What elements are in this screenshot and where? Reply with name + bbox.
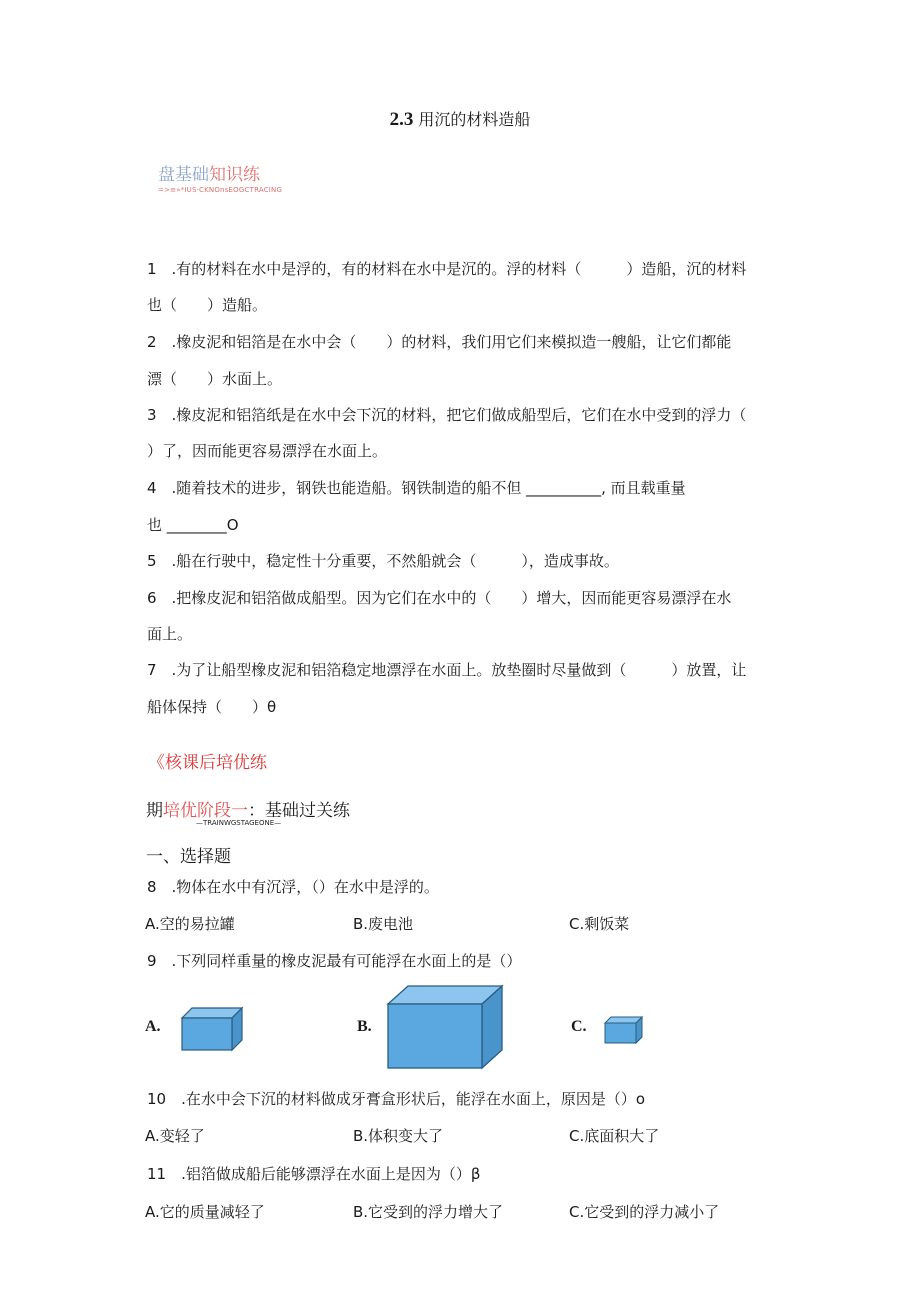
q4-line1: 4 .随着技术的进步，钢铁也能造船。钢铁制造的船不但 __________, 而且载重量	[147, 479, 686, 497]
q3-line1: 3 .橡皮泥和铝箔纸是在水中会下沉的材料，把它们做成船型后，它们在水中受到的浮力（	[147, 406, 747, 424]
q7-line1: 7 .为了让船型橡皮泥和铝箔稳定地漂浮在水面上。放垫圈时尽量做到（ ）放置，让	[147, 661, 747, 679]
section3-subtitle: —TRAINWGSTAGEONE—	[196, 819, 282, 827]
tiny-cube-c-image	[602, 1014, 646, 1046]
q6-line1: 6 .把橡皮泥和铝箔做成船型。因为它们在水中的（ ）增大，因而能更容易漂浮在水	[147, 589, 732, 607]
q5-line: 5 .船在行驶中，稳定性十分重要，不然船就会（ ），造成事故。	[147, 552, 619, 570]
q11-option-c: C.它受到的浮力减小了	[569, 1203, 720, 1221]
title-number: 2.3	[389, 109, 414, 130]
q8-option-a: A.空的易拉罐	[145, 915, 235, 933]
section3-prefix: 期	[146, 801, 163, 821]
q2-line2: 漂（ ）水面上。	[147, 370, 283, 388]
q8-option-b: B.废电池	[353, 915, 414, 933]
q10-option-b: B.体积变大了	[353, 1127, 444, 1145]
q9-stem: 9 .下列同样重量的橡皮泥最有可能浮在水面上的是（）	[147, 952, 522, 970]
q10-option-c: C.底面积大了	[569, 1127, 660, 1145]
q8-option-c: C.剩饭菜	[569, 915, 630, 933]
title-text: 用沉的材料造船	[418, 110, 531, 129]
page-title	[0, 107, 920, 131]
q2-line1: 2 .橡皮泥和铝箔是在水中会（ ）的材料，我们用它们来模拟造一艘船，让它们都能	[147, 333, 732, 351]
q4-line2: 也 ________O	[147, 516, 239, 534]
q8-stem: 8 .物体在水中有沉浮，（）在水中是浮的。	[147, 878, 439, 896]
large-cube-b-image	[384, 984, 506, 1072]
q10-option-a: A.变轻了	[145, 1127, 205, 1145]
section1-blue: 盘基础	[158, 165, 209, 185]
section-after-class: 《核课后培优练	[148, 753, 267, 773]
q11-stem: 11 .铝箔做成船后能够漂浮在水面上是因为（）β	[147, 1165, 481, 1183]
section-multiple-choice: 一、选择题	[146, 847, 231, 867]
q3-line2: ）了，因而能更容易漂浮在水面上。	[147, 442, 388, 460]
section-stage-one	[146, 796, 350, 821]
section1-subtitle: =>≡»*IUS·CKNOnsEOGCTRACING	[158, 186, 283, 194]
q9-label-a: A.	[145, 1018, 161, 1035]
small-cube-a-image	[178, 1004, 248, 1056]
q9-label-c: C.	[571, 1018, 587, 1035]
q1-line1: 1 .有的材料在水中是浮的，有的材料在水中是沉的。浮的材料（ ）造船，沉的材料	[147, 260, 747, 278]
q10-stem: 10 .在水中会下沉的材料做成牙膏盒形状后，能浮在水面上，原因是（）o	[147, 1090, 646, 1108]
q7-line2: 船体保持（ ）θ	[147, 698, 277, 716]
section1-red: 知识练	[209, 165, 260, 185]
q11-option-a: A.它的质量减轻了	[145, 1203, 265, 1221]
section-basic-knowledge	[158, 160, 260, 185]
q1-line2: 也（ ）造船。	[147, 296, 268, 314]
q6-line2: 面上。	[147, 625, 193, 643]
q11-option-b: B.它受到的浮力增大了	[353, 1203, 504, 1221]
section3-red: 培优阶段一	[163, 801, 248, 821]
q9-label-b: B.	[357, 1018, 372, 1035]
section3-suffix: ：基础过关练	[248, 801, 350, 821]
